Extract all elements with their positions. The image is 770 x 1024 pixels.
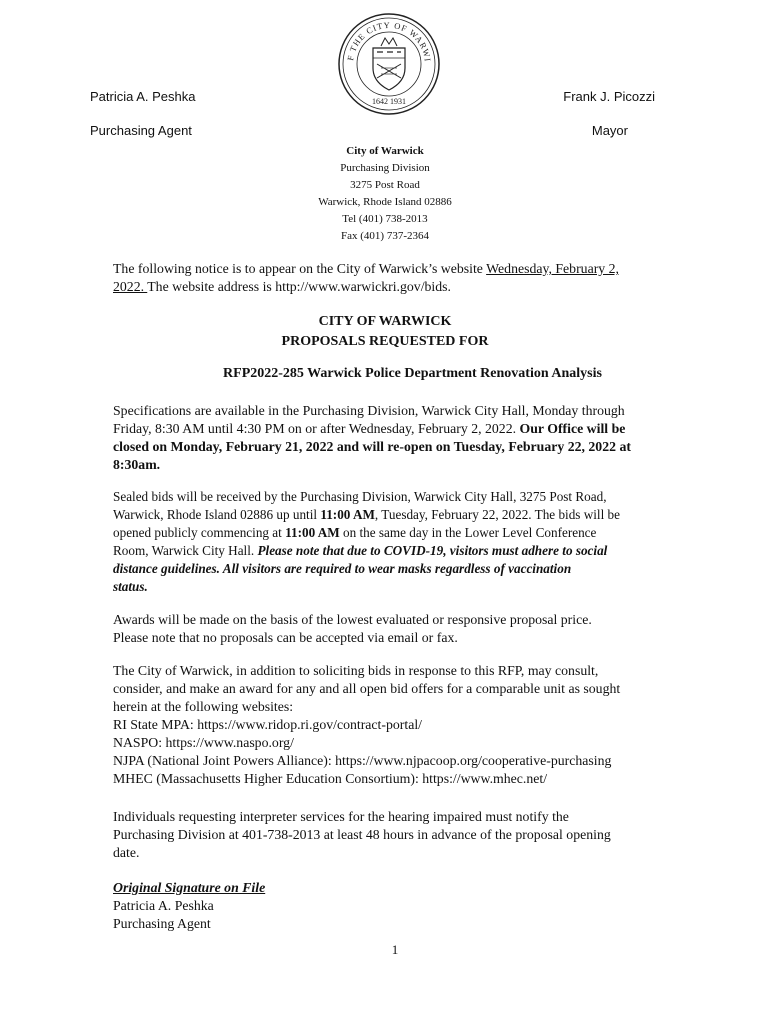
interpreter-line-1: Individuals requesting interpreter services for the hearing impaired must notify the	[113, 809, 569, 824]
agent-name: Patricia A. Peshka	[90, 89, 196, 104]
consult-paragraph	[113, 662, 675, 788]
org-city: Warwick, Rhode Island 02886	[318, 196, 452, 208]
city-seal-logo	[337, 12, 441, 116]
interpreter-paragraph	[113, 808, 675, 862]
spec-line-2: Friday, 8:30 AM until 4:30 PM on or after Wednesday, February 2, 2022.	[113, 421, 520, 436]
website-ri-mpa: RI State MPA: https://www.ridop.ri.gov/contract-portal/	[113, 717, 422, 732]
interpreter-line-3: date.	[113, 845, 140, 860]
org-name: City of Warwick	[346, 145, 424, 157]
notice-paragraph	[113, 260, 675, 296]
seal-years: 1642 1931	[372, 97, 406, 106]
website-mhec: MHEC (Massachusetts Higher Education Consortium): https://www.mhec.net/	[113, 771, 548, 786]
spec-paragraph	[113, 402, 675, 474]
signature-name: Patricia A. Peshka	[113, 898, 214, 913]
website-naspo: NASPO: https://www.naspo.org/	[113, 735, 294, 750]
title-line-1: CITY OF WARWICK	[318, 314, 452, 329]
org-address-block	[0, 143, 770, 245]
org-fax: Fax (401) 737-2364	[341, 230, 429, 242]
seal-ring-text: F THE CITY OF WARWI	[345, 19, 433, 63]
notice-date: Wednesday, February 2,	[486, 261, 619, 276]
sealed-time: 11:00 AM	[320, 507, 375, 522]
consult-line-3: herein at the following websites:	[113, 699, 294, 714]
sealed-bids-paragraph	[113, 488, 675, 596]
opening-time: 11:00 AM	[285, 525, 340, 540]
sealed-line-3: opened publicly commencing at	[113, 525, 286, 540]
awards-line-2: Please note that no proposals can be accepted via email or fax.	[113, 630, 458, 645]
org-tel: Tel (401) 738-2013	[342, 213, 428, 225]
notice-text: The following notice is to appear on the City of Warwick’s website	[113, 261, 487, 276]
covid-notice-2: distance guidelines. All visitors are required to wear masks regardless of vaccination	[113, 561, 572, 576]
interpreter-line-2: Purchasing Division at 401-738-2013 at least 48 hours in advance of the proposal opening	[113, 827, 611, 842]
mayor-name: Frank J. Picozzi	[563, 89, 655, 104]
awards-line-1: Awards will be made on the basis of the lowest evaluated or responsive proposal price.	[113, 612, 592, 627]
website-njpa: NJPA (National Joint Powers Alliance): https://www.njpacoop.org/cooperative-purchasing	[113, 753, 612, 768]
sealed-line-2: Warwick, Rhode Island 02886 up until	[113, 507, 321, 522]
agent-title: Purchasing Agent	[90, 123, 192, 138]
consult-line-2: consider, and make an award for any and all open bid offers for a comparable unit as sought	[113, 681, 621, 696]
org-division: Purchasing Division	[340, 162, 430, 174]
sealed-line-1: Sealed bids will be received by the Purchasing Division, Warwick City Hall, 3275 Post Road,	[113, 489, 607, 504]
consult-line-1: The City of Warwick, in addition to soliciting bids in response to this RFP, may consult,	[113, 663, 599, 678]
document-title	[0, 312, 770, 352]
mayor-title: Mayor	[591, 123, 628, 138]
rfp-title: RFP2022-285 Warwick Police Department Renovation Analysis	[223, 366, 602, 381]
spec-line-1: Specifications are available in the Purchasing Division, Warwick City Hall, Monday through	[113, 403, 625, 418]
notice-website: The website address is http://www.warwickri.gov/bids.	[147, 279, 451, 294]
signature-block	[113, 879, 675, 933]
sealed-line-2-end: , Tuesday, February 22, 2022. The bids will be	[374, 507, 620, 522]
sealed-line-3-end: on the same day in the Lower Level Conference	[339, 525, 597, 540]
org-street: 3275 Post Road	[350, 179, 420, 191]
covid-notice: Please note that due to COVID-19, visitors must adhere to social	[257, 543, 608, 558]
signature-title: Purchasing Agent	[113, 916, 211, 931]
awards-paragraph	[113, 611, 675, 647]
sealed-line-4: Room, Warwick City Hall.	[113, 543, 258, 558]
signature-label: Original Signature on File	[113, 880, 266, 895]
spec-line-3: closed on Monday, February 21, 2022 and will re-open on Tuesday, February 22, 2022 at	[113, 439, 631, 454]
spec-office-closed: Our Office will be	[519, 421, 626, 436]
covid-notice-3: status.	[113, 579, 148, 594]
title-line-2: PROPOSALS REQUESTED FOR	[281, 334, 489, 349]
spec-line-4: 8:30am.	[113, 457, 161, 472]
page-number: 1	[391, 942, 399, 957]
notice-date-cont: 2022.	[113, 279, 148, 294]
